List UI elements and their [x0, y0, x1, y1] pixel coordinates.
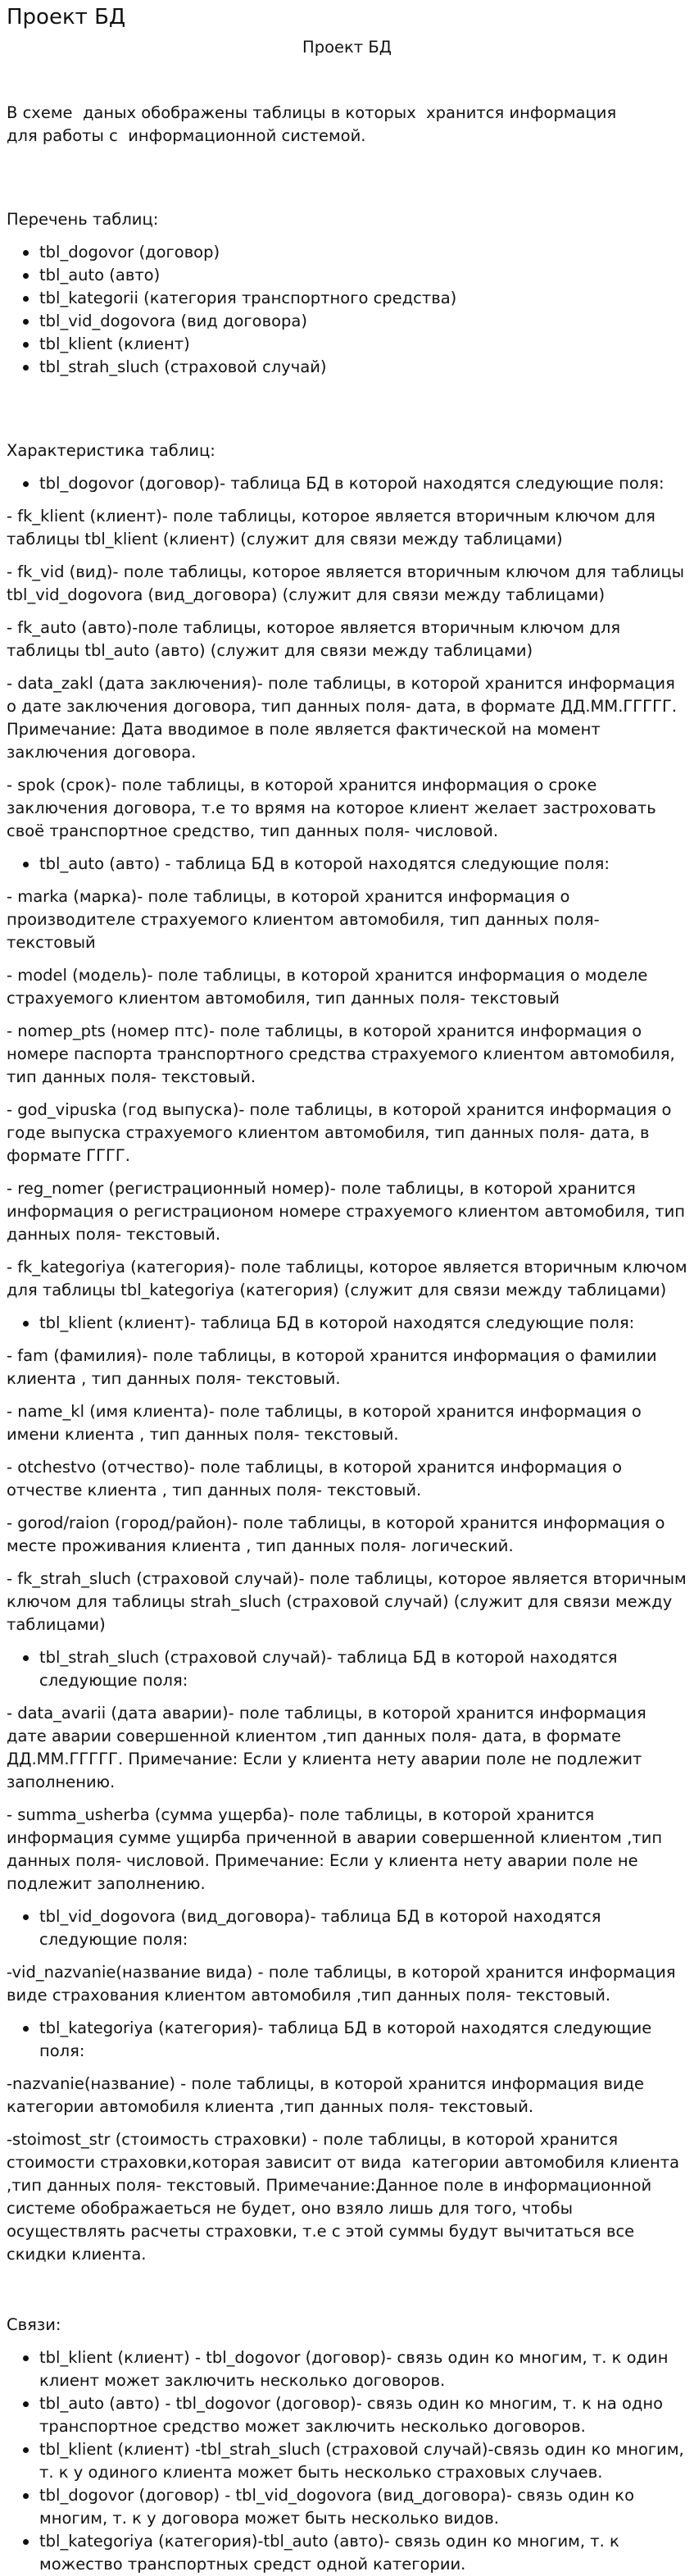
document-body: [7, 102, 692, 2576]
table-section-auto: [7, 853, 688, 876]
field-description: - data_avarii (дата аварии)- поле таблицы, в которой хранится информация дате аварии совершенной клиентом ,тип данных поля- дата, в формате ДД.ММ.ГГГГГ. Примечание: Если у клиента нету аварии поле не подлежит заполнению.: [7, 1704, 651, 1791]
field-description: -stoimost_str (стоимость страховки) - поле таблицы, в которой хранится стоимости страховки,которая зависит от вида категории автомобиля клиента ,тип данных поля- текстовый. Примечание:Данное поле в информационной системе обображаеться не будет, оно взяло лишь для того, чтобы осуществлять расчеты страховки, т.е с этой суммы будут вычитаться все скидки клиента.: [7, 2130, 685, 2264]
table-section-dogovor: [7, 472, 688, 495]
relations-heading: Связи:: [7, 2315, 61, 2334]
field-description: - gorod/raion (город/район)- поле таблицы, в которой хранится информация о месте проживания клиента , тип данных поля- логический.: [7, 1513, 670, 1555]
field-description: - fam (фамилия)- поле таблицы, в которой хранится информация о фамилии клиента , тип данных поля- текстовый.: [7, 1346, 662, 1388]
tables-list-heading: Перечень таблиц:: [7, 210, 159, 229]
document-title: Проект БД: [7, 5, 126, 30]
tables-list: [7, 241, 688, 379]
table-title: tbl_klient (клиент)- таблица БД в которой находятся следующие поля:: [39, 1312, 688, 1335]
field-description: - nomep_pts (номер птс)- поле таблицы, в которой хранится информация о номере паспорта транспортного средства страхуемого клиентом автомобиля, тип данных поля- текстовый.: [7, 1022, 680, 1086]
field-description: - fk_auto (авто)-поле таблицы, которое является вторичным ключом для таблицы tbl_auto (авто) (служит для связи между таблицами): [7, 618, 626, 660]
list-item: tbl_dogovor (договор): [39, 241, 688, 264]
table-title: tbl_strah_sluch (страховой случай)- таблица БД в которой находятся следующие поля:: [39, 1646, 688, 1692]
field-description: - fk_strah_sluch (страховой случай)- поле таблицы, которое является вторичным ключом для таблицы strah_sluch (страховой случай) (служит для связи между таблицами): [7, 1569, 692, 1634]
table-section-klient: [7, 1312, 688, 1335]
list-item: tbl_kategoriya (категория)-tbl_auto (авто)- связь один ко многим, т. к можество транспортных средст одной категории.: [39, 2530, 688, 2576]
list-item: tbl_vid_dogovora (вид договора): [39, 310, 688, 333]
list-item: tbl_auto (авто) - tbl_dogovor (договор)- связь один ко многим, т. к на одно транспортное средство может заключить несколько договоров.: [39, 2392, 688, 2438]
list-item: tbl_strah_sluch (страховой случай): [39, 356, 688, 379]
field-description: - marka (марка)- поле таблицы, в которой хранится информация о производителе страхуемого клиентом автомобиля, тип данных поля- текстовый: [7, 887, 605, 952]
field-description: - fk_kategoriya (категория)- поле таблицы, которое является вторичным ключом для таблицы tbl_kategoriya (категория) (служит для связи между таблицами): [7, 1258, 692, 1299]
table-title: tbl_auto (авто) - таблица БД в которой находятся следующие поля:: [39, 853, 688, 876]
document-subtitle: Проект БД: [302, 38, 392, 57]
list-item: tbl_klient (клиент) - tbl_dogovor (договор)- связь один ко многим, т. к один клиент может заключить несколько договоров.: [39, 2346, 688, 2392]
field-description: - name_kl (имя клиента)- поле таблицы, в которой хранится информация о имени клиента , тип данных поля- текстовый.: [7, 1402, 647, 1444]
field-description: - model (модель)- поле таблицы, в которой хранится информация о моделе страхуемого клиентом автомобиля, тип данных поля- текстовый: [7, 966, 653, 1008]
relations-list: [7, 2346, 688, 2576]
table-section-strah-sluch: [7, 1646, 688, 1692]
characteristics-heading: Характеристика таблиц:: [7, 441, 215, 460]
field-description: - otchestvo (отчество)- поле таблицы, в которой хранится информация о отчестве клиента , тип данных поля- текстовый.: [7, 1458, 628, 1500]
field-description: - summa_usherba (сумма ущерба)- поле таблицы, в которой хранится информация сумме ущирба приченной в аварии совершенной клиентом ,тип данных поля- числовой. Примечание: Если у клиента нету аварии поле не подлежит заполнению.: [7, 1805, 668, 1893]
table-title: tbl_dogovor (договор)- таблица БД в которой находятся следующие поля:: [39, 472, 688, 495]
list-item: tbl_klient (клиент) -tbl_strah_sluch (страховой случай)-связь один ко многим, т. к у одиного клиента может быть несколько страховых случаев.: [39, 2438, 688, 2484]
list-item: tbl_kategorii (категория транспортного средства): [39, 287, 688, 310]
field-description: - spok (срок)- поле таблицы, в которой хранится информация о сроке заключения договора, т.е то врямя на которое клиент желает застроховать своё транспортное средство, тип данных поля- числовой.: [7, 776, 661, 840]
field-description: - data_zakl (дата заключения)- поле таблицы, в которой хранится информация о дате заключения договора, тип данных поля- дата, в формате ДД.ММ.ГГГГГ. Примечание: Дата вводимое в поле является фактической на момент заключения договора.: [7, 674, 683, 762]
list-item: tbl_klient (клиент): [39, 333, 688, 356]
table-section-kategoriya: [7, 2017, 688, 2063]
field-description: - fk_vid (вид)- поле таблицы, которое является вторичным ключом для таблицы tbl_vid_dogovora (вид_договора) (служит для связи между таблицами): [7, 562, 690, 604]
field-description: - reg_nomer (регистрационный номер)- поле таблицы, в которой хранится информация о регистрационом номере страхуемого клиентом автомобиля, тип данных поля- текстовый.: [7, 1179, 691, 1244]
table-section-vid-dogovora: [7, 1905, 688, 1951]
field-description: -nazvanie(название) - поле таблицы, в которой хранится информация виде категории автомобиля клиента ,тип данных поля- текстовый.: [7, 2074, 650, 2116]
intro-paragraph: В схеме даных обображены таблицы в которых хранится информация для работы с информационной системой.: [7, 103, 617, 145]
table-title: tbl_vid_dogovora (вид_договора)- таблица БД в которой находятся следующие поля:: [39, 1905, 688, 1951]
field-description: - fk_klient (клиент)- поле таблицы, которое является вторичным ключом для таблицы tbl_klient (клиент) (служит для связи между таблицами): [7, 507, 661, 548]
list-item: tbl_dogovor (договор) - tbl_vid_dogovora (вид_договора)- связь один ко многим, т. к у договора может быть несколько видов.: [39, 2484, 688, 2530]
field-description: - god_vipuska (год выпуска)- поле таблицы, в которой хранится информация о годе выпуска страхуемого клиентом автомобиля, тип данных поля- дата, в формате ГГГГ.: [7, 1100, 677, 1165]
list-item: tbl_auto (авто): [39, 264, 688, 287]
table-title: tbl_kategoriya (категория)- таблица БД в которой находятся следующие поля:: [39, 2017, 688, 2063]
field-description: -vid_nazvanie(название вида) - поле таблицы, в которой хранится информация виде страхования клиентом автомобиля ,тип данных поля- текстовый.: [7, 1963, 681, 2005]
